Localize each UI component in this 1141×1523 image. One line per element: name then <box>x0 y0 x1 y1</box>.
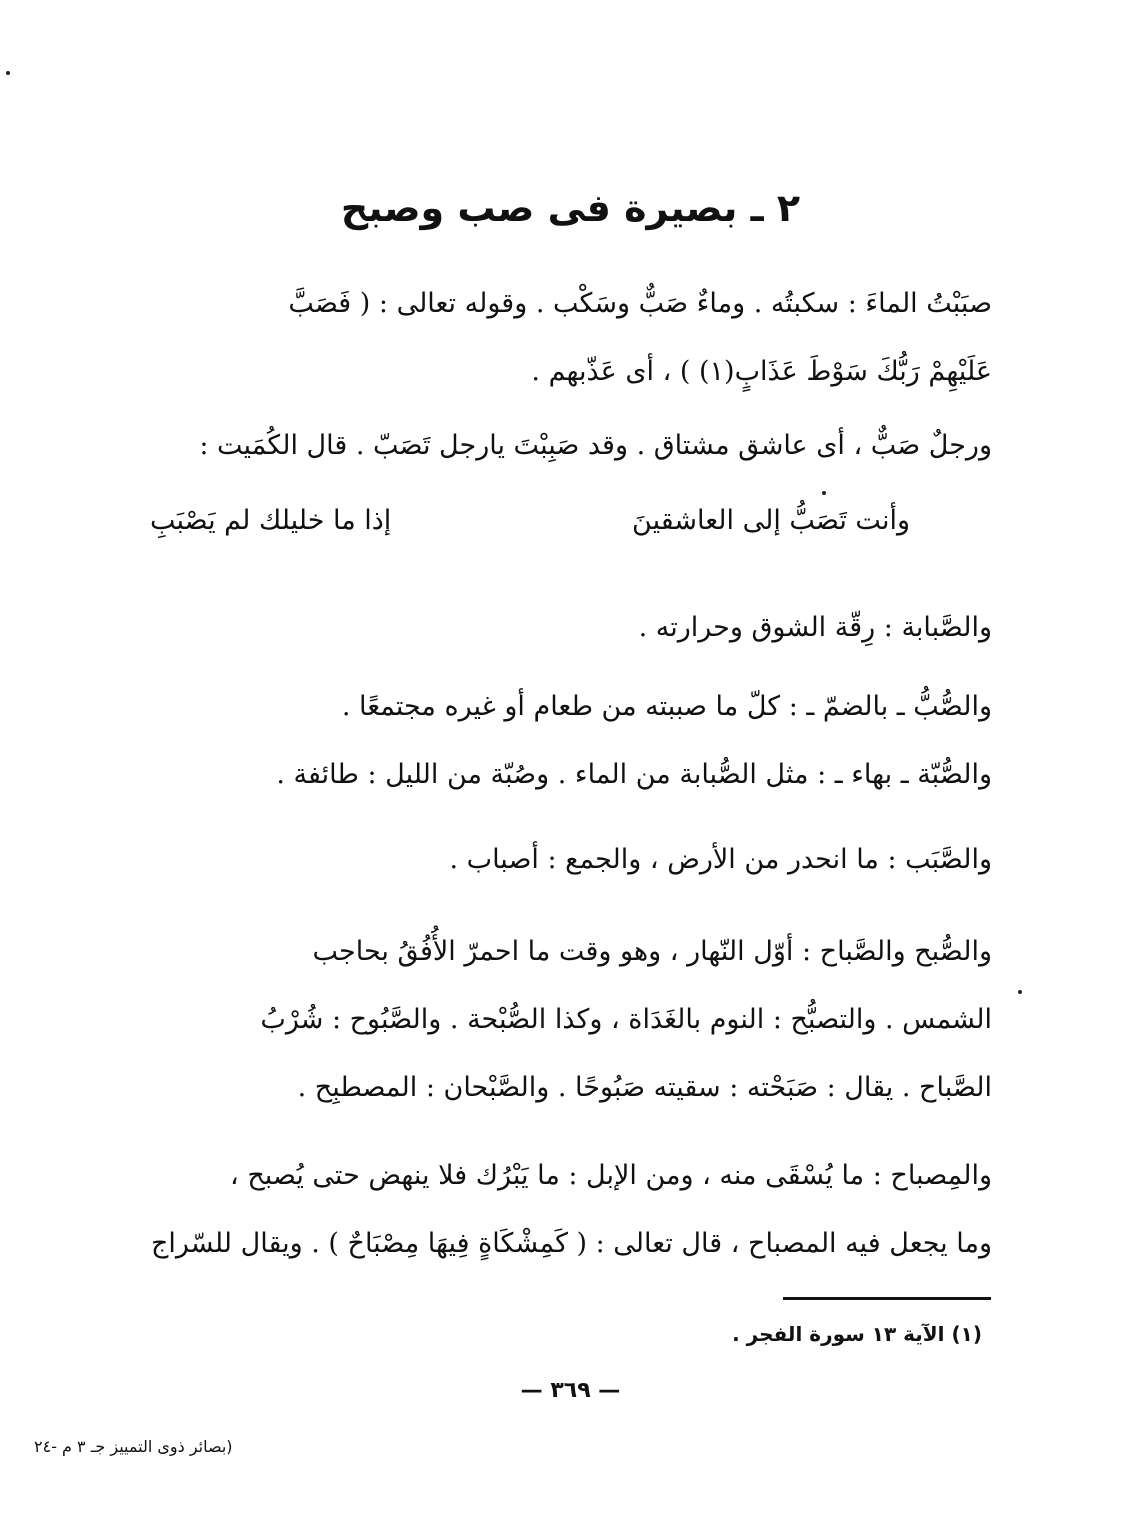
text-line: والصَّبابة : رِقّة الشوق وحرارته . <box>638 612 992 643</box>
verse-first-hemistich: وأنت تَصَبُّ إلى العاشقينَ <box>632 505 910 536</box>
scan-speck <box>6 71 10 75</box>
footnote: (١) الآية ١٣ سورة الفجر . <box>732 1322 982 1346</box>
paragraph-subb <box>130 673 992 809</box>
text-line: الشمس . والتصبُّح : النوم بالغَدَاة ، وكذا الصُّبْحة . والصَّبُوح : شُرْبُ <box>260 1004 992 1035</box>
text-line: والصُّبح والصَّباح : أوّل النّهار ، وهو وقت ما احمرّ الأُفُقُ بحاجب <box>312 936 992 967</box>
page-number: — ٣٦٩ — <box>520 1378 621 1403</box>
page-title: ٢ ـ بصيرة فى صب وصبح <box>340 186 801 230</box>
poetry-verse <box>150 505 910 536</box>
paragraph-sababa <box>130 594 992 662</box>
paragraph-subh <box>130 918 992 1122</box>
scan-speck <box>822 491 826 495</box>
printer-signature: (بصائر ذوى التمييز جـ ٣ م -٢٤ <box>34 1437 233 1456</box>
text-line: ورجلٌ صَبٌّ ، أى عاشق مشتاق . وقد صَبِبْتَ يارجل تَصَبّ . قال الكُمَيت : <box>199 430 992 461</box>
text-line: والصُّبّة ـ بهاء ـ : مثل الصُّبابة من الماء . وصُبّة من الليل : طائفة . <box>276 759 992 790</box>
verse-second-hemistich: إذا ما خليلك لم يَصْبَبِ <box>150 505 392 536</box>
text-line: والمِصباح : ما يُسْقَى منه ، ومن الإبل : ما يَبْرُك فلا ينهض حتى يُصبح ، <box>230 1160 992 1191</box>
text-line: عَلَيْهِمْ رَبُّكَ سَوْطَ عَذَابٍ(١) ) ، أى عَذّبهم . <box>531 356 992 387</box>
paragraph-sabbtu <box>130 270 992 406</box>
text-line: وما يجعل فيه المصباح ، قال تعالى : ( كَمِشْكَاةٍ فِيهَا مِصْبَاحٌ ) . ويقال للسّراج <box>150 1228 992 1259</box>
text-line: صبَبْتُ الماءَ : سكبتُه . وماءٌ صَبٌّ وسَكْب . وقوله تعالى : ( فَصَبَّ <box>288 288 992 319</box>
text-line: والصَّبَب : ما انحدر من الأرض ، والجمع : أصباب . <box>449 844 992 875</box>
paragraph-misbah <box>130 1142 992 1278</box>
footnote-divider <box>783 1297 991 1300</box>
paragraph-rajul-sabb <box>130 412 992 480</box>
text-line: الصَّباح . يقال : صَبَحْته : سقيته صَبُوحًا . والصَّبْحان : المصطبِح . <box>297 1072 992 1103</box>
scan-speck <box>1018 990 1022 994</box>
paragraph-sabab <box>130 826 992 894</box>
text-line: والصُّبُّ ـ بالضمّ ـ : كلّ ما صببته من طعام أو غيره مجتمعًا . <box>341 691 992 722</box>
